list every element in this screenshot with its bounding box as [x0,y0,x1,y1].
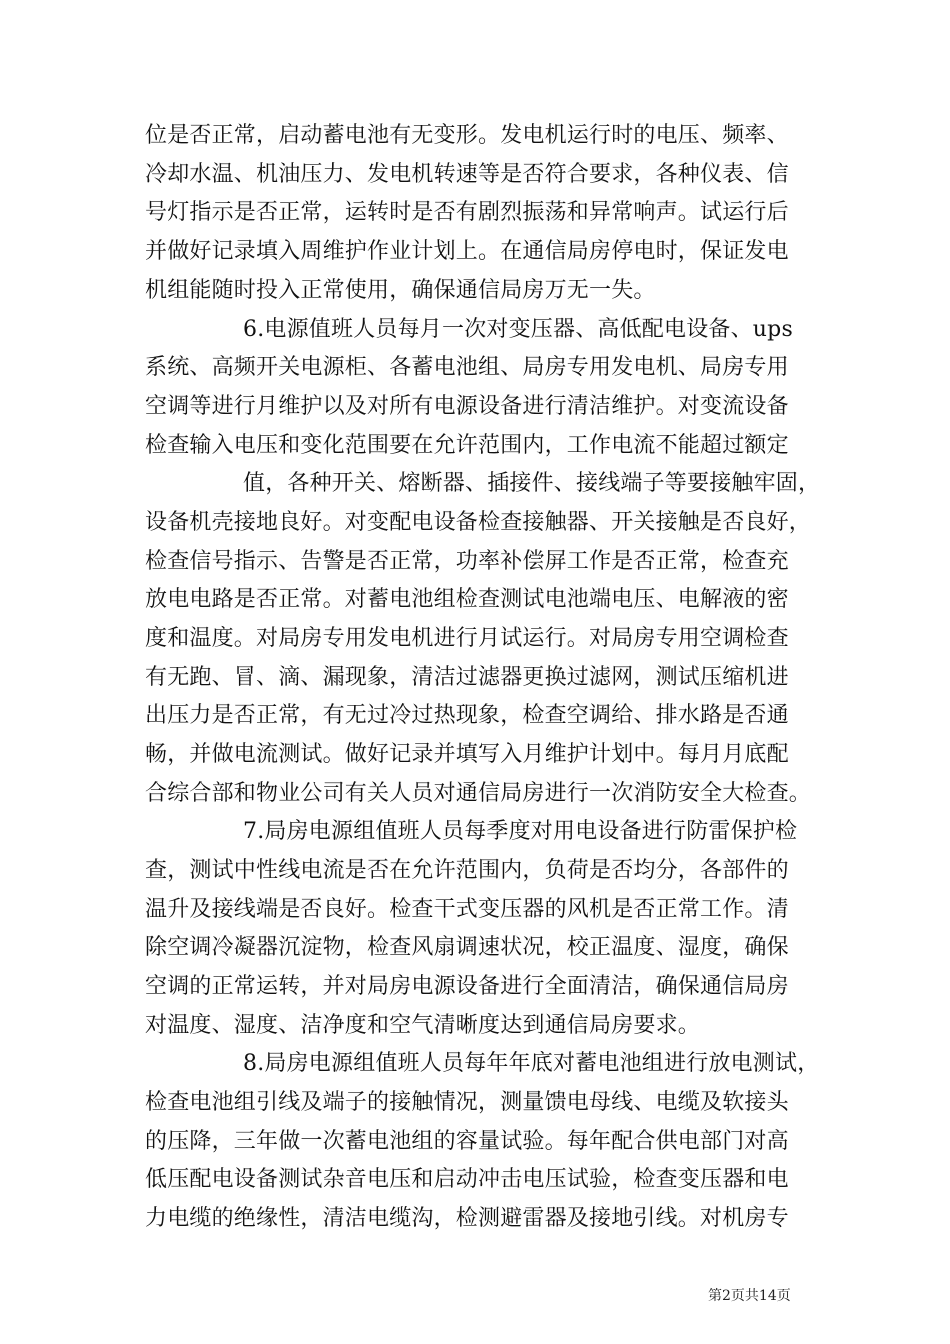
text-line: 值，各种开关、熔断器、插接件、接线端子等要接触牢固， [243,471,821,496]
text-line: 畅，并做电流测试。做好记录并填写入月维护计划中。每月月底配 [145,742,789,767]
page-number: 第2页共14页 [708,1288,791,1304]
text-line: 的压降，三年做一次蓄电池组的容量试验。每年配合供电部门对高 [145,1129,789,1154]
text-line: 号灯指示是否正常，运转时是否有剧烈振荡和异常响声。试运行后 [145,200,789,225]
text-line: 出压力是否正常，有无过冷过热现象，检查空调给、排水路是否通 [145,703,789,728]
paragraph-6-start: 6.电源值班人员每月一次对变压器、高低配电设备、ups [243,317,793,342]
text-line: 力电缆的绝缘性，清洁电缆沟，检测避雷器及接地引线。对机房专 [145,1206,789,1231]
text-line: 位是否正常，启动蓄电池有无变形。发电机运行时的电压、频率、 [145,123,789,148]
text-line: 设备机壳接地良好。对变配电设备检查接触器、开关接触是否良好， [145,510,812,535]
text-line: 合综合部和物业公司有关人员对通信局房进行一次消防安全大检查。 [145,781,812,806]
paragraph-7-start: 7.局房电源组值班人员每季度对用电设备进行防雷保护检 [243,819,798,844]
paragraph-8-start: 8.局房电源组值班人员每年年底对蓄电池组进行放电测试， [243,1051,820,1076]
text-line: 检查信号指示、告警是否正常，功率补偿屏工作是否正常，检查充 [145,549,789,574]
text-line: 查，测试中性线电流是否在允许范围内，负荷是否均分，各部件的 [145,858,789,883]
text-line: 对温度、湿度、洁净度和空气清晰度达到通信局房要求。 [145,1013,701,1038]
text-line: 冷却水温、机油压力、发电机转速等是否符合要求，各种仪表、信 [145,162,789,187]
text-line: 放电电路是否正常。对蓄电池组检查测试电池端电压、电解液的密 [145,587,789,612]
text-line: 检查电池组引线及端子的接触情况，测量馈电母线、电缆及软接头 [145,1090,789,1115]
text-line: 系统、高频开关电源柜、各蓄电池组、局房专用发电机、局房专用 [145,355,789,380]
text-line: 温升及接线端是否良好。检查干式变压器的风机是否正常工作。清 [145,897,789,922]
text-line: 低压配电设备测试杂音电压和启动冲击电压试验，检查变压器和电 [145,1167,789,1192]
text-line: 有无跑、冒、滴、漏现象，清洁过滤器更换过滤网，测试压缩机进 [145,665,789,690]
text-line: 机组能随时投入正常使用，确保通信局房万无一失。 [145,278,656,303]
text-line: 并做好记录填入周维护作业计划上。在通信局房停电时，保证发电 [145,239,789,264]
text-line: 度和温度。对局房专用发电机进行月试运行。对局房专用空调检查 [145,626,789,651]
text-line: 检查输入电压和变化范围要在允许范围内，工作电流不能超过额定 [145,433,789,458]
text-line: 空调的正常运转，并对局房电源设备进行全面清洁，确保通信局房 [145,974,789,999]
text-line: 空调等进行月维护以及对所有电源设备进行清洁维护。对变流设备 [145,394,789,419]
text-line: 除空调冷凝器沉淀物，检查风扇调速状况，校正温度、湿度，确保 [145,935,789,960]
